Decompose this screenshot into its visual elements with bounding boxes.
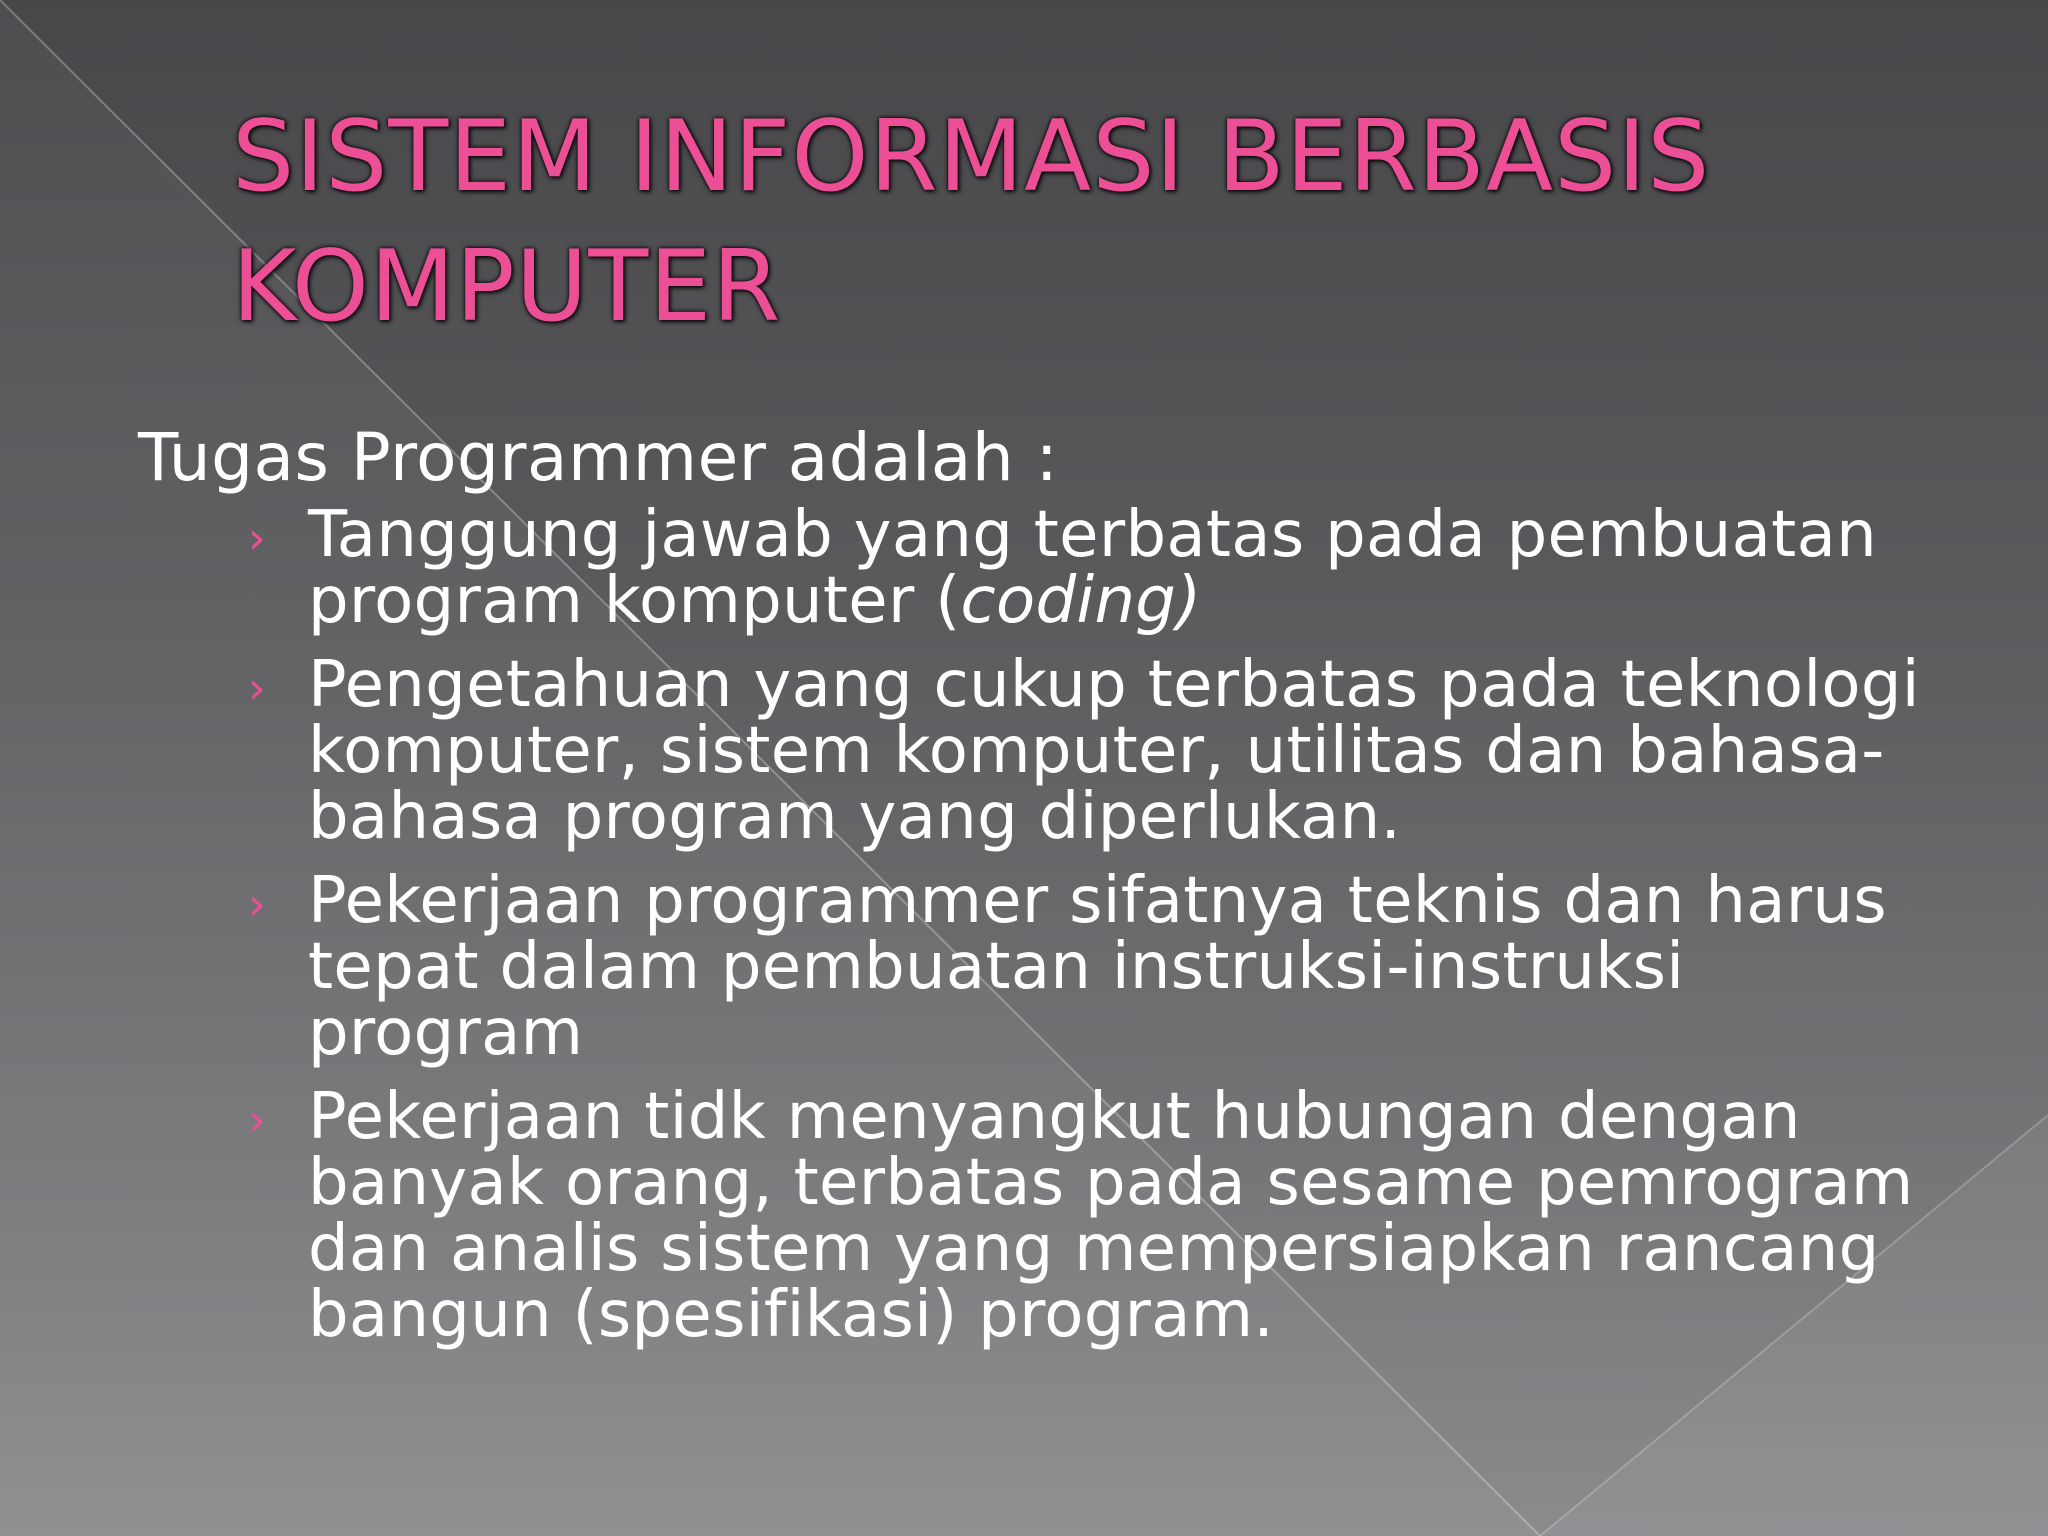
bullet-item [138, 864, 1978, 1070]
bullet-list [138, 498, 1978, 1352]
bullet-item [138, 498, 1978, 638]
chevron-right-icon: › [248, 663, 266, 714]
chevron-right-icon: › [248, 879, 266, 930]
bullet-item [138, 1080, 1978, 1352]
chevron-right-icon: › [248, 1095, 266, 1146]
title-line-1: SISTEM INFORMASI BERBASIS [232, 100, 1711, 214]
intro-text: Tugas Programmer adalah : [138, 419, 1059, 496]
title-line-2: KOMPUTER [232, 230, 782, 344]
chevron-right-icon: › [248, 513, 266, 564]
bullet-text [308, 498, 1978, 638]
bullet-text: Pekerjaan tidk menyangkut hubungan dengan banyak orang, terbatas pada sesame pemrogram dan analis sistem yang mempersiapkan rancang bangun (spesifikasi) program. [308, 1080, 1914, 1352]
bullet-text: Pekerjaan programmer sifatnya teknis dan harus tepat dalam pembuatan instruksi-instruksi program [308, 864, 1887, 1070]
bullet-text: Pengetahuan yang cukup terbatas pada teknologi komputer, sistem komputer, utilitas dan bahasa-bahasa program yang diperlukan. [308, 648, 1920, 854]
bullet-item [138, 648, 1978, 854]
slide-body [138, 414, 1978, 1366]
bullet-text-regular: Tanggung jawab yang terbatas pada pembuatan program komputer ( [308, 498, 1877, 638]
slide-title [232, 92, 1992, 352]
bullet-text-italic: coding) [960, 564, 1202, 638]
